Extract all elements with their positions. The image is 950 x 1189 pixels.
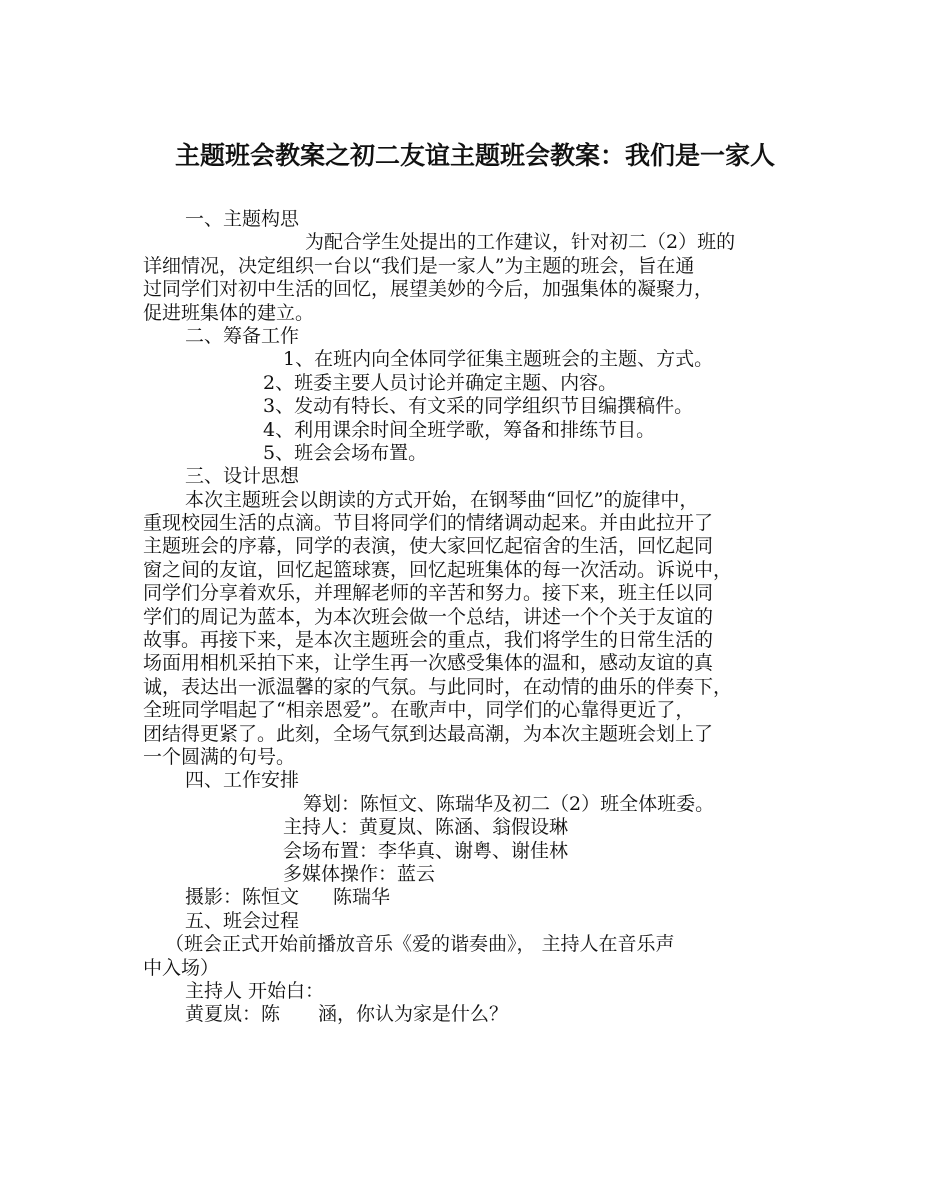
host-opening: 主持人 开始白： [185, 979, 325, 1002]
paragraph-line: 故事。再接下来，是本次主题班会的重点，我们将学生的日常生活的 [143, 629, 714, 652]
paragraph-line: 重现校园生活的点滴。节目将同学们的情绪调动起来。并由此拉开了 [143, 512, 714, 535]
paragraph-line: 详细情况，决定组织一台以“我们是一家人”为主题的班会，旨在通 [143, 254, 695, 277]
paragraph-line: 过同学们对初中生活的回忆，展望美妙的今后，加强集体的凝聚力， [143, 278, 714, 301]
list-item: 5、班会会场布置。 [263, 441, 428, 464]
list-item: 2、班委主要人员讨论并确定主题、内容。 [263, 371, 618, 394]
section-heading-design: 三、设计思想 [185, 465, 300, 488]
list-item: 1、在班内向全体同学征集主题班会的主题、方式。 [283, 348, 714, 371]
section-heading-process: 五、班会过程 [185, 909, 300, 932]
dialog-speaker: 黄夏岚：陈 [185, 1003, 281, 1026]
arrangement-item: 筹划：陈恒文、陈瑞华及初二（2）班全体班委。 [303, 792, 715, 815]
paragraph-line: 场面用相机采拍下来，让学生再一次感受集体的温和，感动友谊的真 [143, 652, 714, 675]
document-body [143, 208, 823, 1027]
paragraph-line: 窗之间的友谊，回忆起篮球赛，回忆起班集体的每一次活动。诉说中， [143, 558, 733, 581]
paragraph-line: 学们的周记为蓝本，为本次班会做一个总结，讲述一个个关于友谊的 [143, 605, 714, 628]
section-heading-arrangement: 四、工作安排 [185, 769, 300, 792]
paragraph-line: 本次主题班会以朗读的方式开始，在钢琴曲“回忆”的旋律中， [185, 488, 699, 511]
photo-name-2: 陈瑞华 [333, 886, 391, 909]
paragraph-line: 为配合学生处提出的工作建议，针对初二（2）班的 [305, 231, 736, 254]
section-heading-preparation: 二、筹备工作 [185, 324, 300, 347]
section-heading-theme: 一、主题构思 [185, 208, 300, 230]
list-item: 4、利用课余时间全班学歌，筹备和排练节目。 [263, 418, 656, 441]
dialog-text: 涵，你认为家是什么？ [318, 1003, 509, 1026]
arrangement-item: 会场布置：李华真、谢粤、谢佳林 [283, 839, 569, 862]
photo-label: 摄影：陈恒文 [185, 886, 300, 909]
dialog-line [143, 1003, 823, 1026]
arrangement-item-photography [143, 886, 823, 909]
arrangement-item: 多媒体操作：蓝云 [283, 862, 436, 885]
list-item: 3、发动有特长、有文采的同学组织节目编撰稿件。 [263, 395, 694, 418]
paragraph-line: 团结得更紧了。此刻，全场气氛到达最高潮，为本次主题班会划上了 [143, 722, 714, 745]
paragraph-line: 一个圆满的句号。 [143, 745, 296, 768]
paragraph-line: 同学们分享着欢乐，并理解老师的辛苦和努力。接下来，班主任以同 [143, 582, 714, 605]
paragraph-line: 全班同学唱起了“相亲恩爱”。在歌声中，同学们的心靠得更近了， [143, 699, 695, 722]
paragraph-line: 主题班会的序幕，同学的表演，使大家回忆起宿舍的生活，回忆起同 [143, 535, 714, 558]
arrangement-item: 主持人：黄夏岚、陈涵、翁假设琳 [283, 816, 569, 839]
paragraph-line: 促进班集体的建立。 [143, 301, 315, 324]
paragraph-line: 诚，表达出一派温馨的家的气氛。与此同时，在动情的曲乐的伴奏下， [143, 675, 733, 698]
paragraph-line: 中入场） [143, 956, 220, 979]
paragraph-line: （班会正式开始前播放音乐《爱的谐奏曲》， 主持人在音乐声 [165, 933, 675, 956]
page-title: 主题班会教案之初二友谊主题班会教案：我们是一家人 [174, 141, 775, 170]
